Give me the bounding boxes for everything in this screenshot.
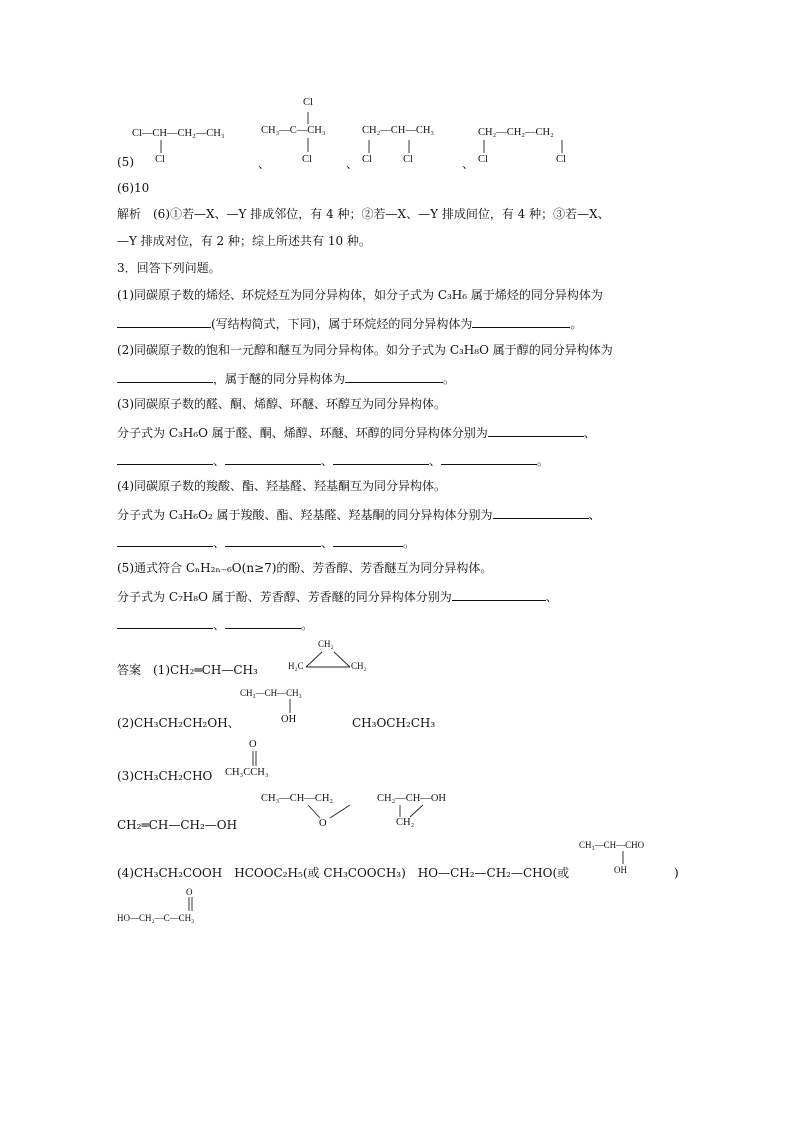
q3-p2b-period: 。 xyxy=(443,372,456,386)
answer-4-paren-close: ) xyxy=(674,866,679,880)
blank-5-aromatic-ether[interactable] xyxy=(225,617,301,629)
blank-3-aldehyde[interactable] xyxy=(488,425,584,437)
blank-2-alcohol[interactable] xyxy=(117,371,213,383)
branch-aldehyde-oh: OH xyxy=(614,865,627,875)
separator-1: 、 xyxy=(258,157,271,171)
answer-2-label: (2)CH₃CH₂CH₂OH、 xyxy=(117,716,240,730)
q3-p5c xyxy=(117,617,313,631)
q3-p1b-mid: (写结构简式，下同)，属于环烷烃的同分异构体为 xyxy=(211,317,473,331)
blank-3-cyclic-alcohol[interactable] xyxy=(441,453,537,465)
blank-3-ketone[interactable] xyxy=(117,453,213,465)
blank-5-aromatic-alcohol[interactable] xyxy=(117,617,213,629)
comma: 、 xyxy=(429,454,442,468)
struct-s2-mid: CH₃—C—CH₃ xyxy=(261,125,326,136)
q3-p3b-text: 分子式为 C₃H₆O 属于醛、酮、烯醇、环醚、环醇的同分异构体分别为 xyxy=(117,426,488,440)
q3-p3a: (3)同碳原子数的醛、酮、烯醇、环醚、环醇互为同分异构体。 xyxy=(117,397,447,411)
blank-4-acid[interactable] xyxy=(493,507,589,519)
cyclopropane-top: CH₂ xyxy=(318,639,334,649)
answer-4-line: (4)CH₃CH₂COOH HCOOC₂H₅(或 CH₃COOCH₃) HO—CH₂—CH₂—CHO(或 xyxy=(117,866,570,880)
answer-3-enol: CH₂═CH—CH₂—OH xyxy=(117,818,238,832)
hydroxy-ketone: HO—CH₂—C—CH₃ xyxy=(117,913,195,923)
struct-s4-bot2: Cl xyxy=(556,154,566,165)
struct-s1-top: Cl—CH—CH₂—CH₃ xyxy=(132,128,225,139)
answer6: (6)10 xyxy=(117,181,150,195)
ketone: CH₃CCH₃ xyxy=(225,767,269,778)
q3-p2a: (2)同碳原子数的饱和一元醇和醚互为同分异构体。如分子式为 C₃H₈O 属于醇的同分异构体为 xyxy=(117,343,613,357)
blank-3-cyclic-ether[interactable] xyxy=(333,453,429,465)
q3-p4b-text: 分子式为 C₃H₆O₂ 属于羧酸、酯、羟基醛、羟基酮的同分异构体分别为 xyxy=(117,508,493,522)
separator-3: 、 xyxy=(462,157,475,171)
epoxide-top: CH₃—CH—CH₂ xyxy=(261,793,334,804)
answer-2-ether: CH₃OCH₂CH₃ xyxy=(352,716,436,730)
blank-4-hydroxy-ketone[interactable] xyxy=(333,535,403,547)
q3-p5b-text: 分子式为 C₇H₈O 属于酚、芳香醇、芳香醚的同分异构体分别为 xyxy=(117,590,452,604)
isopropanol-top: CH₃—CH—CH₃ xyxy=(240,688,302,698)
cyclopropanol-top: CH₂—CH—OH xyxy=(377,793,446,804)
cyclopropane-right: CH₂ xyxy=(351,661,367,671)
analysis-line-2: —Y 排成对位，有 2 种；综上所述共有 10 种。 xyxy=(117,234,371,248)
period: 。 xyxy=(301,618,314,632)
comma: 、 xyxy=(213,454,226,468)
branch-aldehyde-top: CH₃—CH—CHO xyxy=(579,840,645,850)
cyclopropanol-bottom: CH₂ xyxy=(396,817,415,828)
q3-p5a: (5)通式符合 CₙH₂ₙ₋₆O(n≥7)的酚、芳香醇、芳香醚互为同分异构体。 xyxy=(117,561,493,575)
q3-p1b xyxy=(117,316,582,330)
blank-4-ester[interactable] xyxy=(117,535,213,547)
blank-2-ether[interactable] xyxy=(345,371,443,383)
analysis-line-1: 解析 (6)①若—X、—Y 排成邻位，有 4 种；②若—X、—Y 排成间位，有 4 种；③若—X、 xyxy=(117,207,610,221)
ketone-o: O xyxy=(249,739,257,750)
struct-s3-bot1: Cl xyxy=(362,154,372,165)
answer-3-label: (3)CH₃CH₂CHO xyxy=(117,769,213,783)
struct-s2-bot: Cl xyxy=(302,154,312,165)
blank-1-alkene[interactable] xyxy=(117,316,211,328)
q3-p1a: (1)同碳原子数的烯烃、环烷烃互为同分异构体，如分子式为 C₃H₆ 属于烯烃的同分异构体为 xyxy=(117,288,603,302)
cyclopropane-left: H₂C xyxy=(288,661,304,671)
epoxide-o: O xyxy=(319,818,327,829)
separator-2: 、 xyxy=(346,157,359,171)
comma: 、 xyxy=(321,536,334,550)
comma: 、 xyxy=(213,536,226,550)
q3-p2b-mid: ，属于醚的同分异构体为 xyxy=(213,372,346,386)
comma: 、 xyxy=(321,454,334,468)
q3-p3b xyxy=(117,425,596,439)
struct-s1-bot: Cl xyxy=(155,154,165,165)
comma: 、 xyxy=(545,590,558,604)
blank-5-phenol[interactable] xyxy=(452,589,546,601)
q3-title: 3．回答下列问题。 xyxy=(117,261,221,275)
answer-1-label: 答案 (1)CH₂═CH—CH₃ xyxy=(117,663,258,677)
struct-s3-bot2: Cl xyxy=(403,154,413,165)
isopropanol-oh: OH xyxy=(281,714,297,725)
q3-p4c xyxy=(117,535,415,549)
blank-4-hydroxy-aldehyde[interactable] xyxy=(225,535,321,547)
comma: 、 xyxy=(213,618,226,632)
q3-p4a: (4)同碳原子数的羧酸、酯、羟基醛、羟基酮互为同分异构体。 xyxy=(117,479,447,493)
struct-s4-top: CH₂—CH₂—CH₂ xyxy=(478,127,554,138)
comma: 、 xyxy=(588,508,601,522)
q3-p1b-period: 。 xyxy=(570,317,583,331)
answer5-label: (5) xyxy=(117,155,134,169)
comma: 、 xyxy=(583,426,596,440)
q3-p5b xyxy=(117,589,558,603)
q3-p2b xyxy=(117,371,455,385)
q3-p3c xyxy=(117,453,549,467)
period: 。 xyxy=(403,536,416,550)
q3-p4b xyxy=(117,507,601,521)
period: 。 xyxy=(537,454,550,468)
struct-s3-top: CH₂—CH—CH₃ xyxy=(362,125,435,136)
blank-3-enol[interactable] xyxy=(225,453,321,465)
struct-s4-bot1: Cl xyxy=(478,154,488,165)
hydroxy-ketone-o: O xyxy=(186,887,193,897)
struct-s2-top: Cl xyxy=(303,97,313,108)
blank-1-cycloalkane[interactable] xyxy=(472,316,570,328)
